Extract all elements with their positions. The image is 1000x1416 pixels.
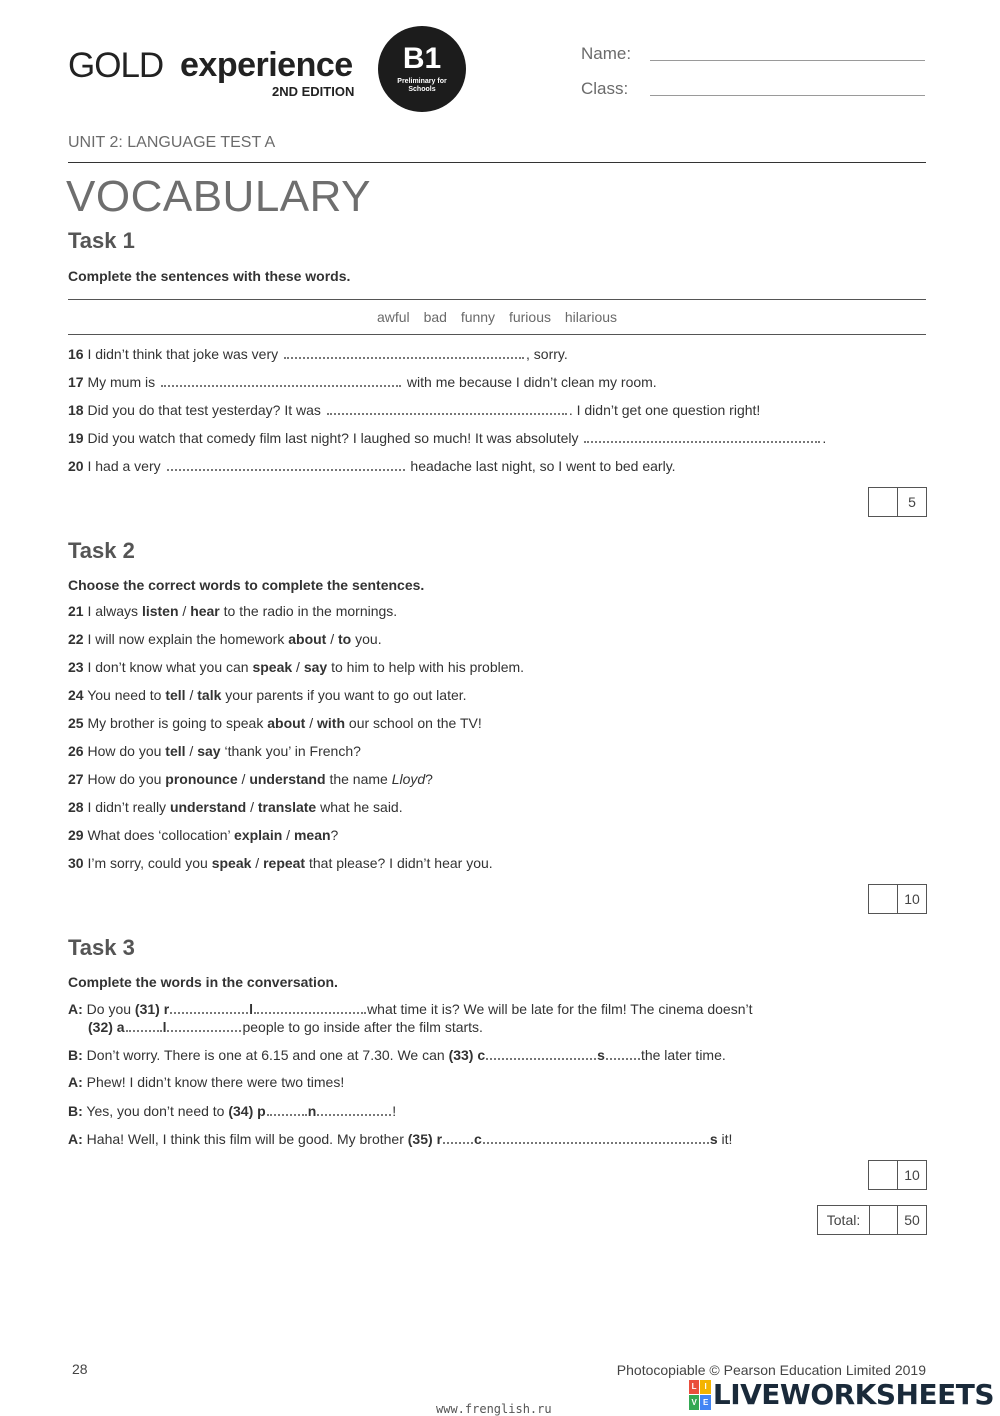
option-one[interactable]: understand — [169, 799, 247, 815]
sentence-text: that please? I didn’t hear you. — [309, 855, 493, 871]
task2-item-28: 28 I didn’t really understand / translate what he said. — [68, 799, 403, 815]
gap-number: (32) — [88, 1019, 113, 1035]
speaker-label: A: — [68, 1001, 83, 1017]
letter-blank-32a[interactable] — [126, 1018, 162, 1032]
answer-blank-17[interactable] — [161, 373, 401, 387]
task1-item-16 — [68, 345, 568, 362]
option-two[interactable]: say — [197, 743, 221, 759]
sentence-text: your parents if you want to go out later. — [225, 687, 467, 703]
letter-blank-33a[interactable] — [486, 1046, 596, 1060]
question-number: 28 — [68, 799, 84, 815]
option-one[interactable]: tell — [165, 743, 186, 759]
speaker-label: B: — [68, 1103, 83, 1119]
gap-letter: c — [474, 1131, 482, 1147]
sentence-text: How do you — [87, 771, 162, 787]
logo-gold-text: GOLD — [68, 46, 164, 85]
task2-item-21: 21 I always listen / hear to the radio in the mornings. — [68, 603, 398, 619]
question-number: 30 — [68, 855, 84, 871]
task2-item-29: 29 What does ‘collocation’ explain / mean? — [68, 827, 339, 843]
word-option: hilarious — [564, 309, 618, 325]
letter-blank-34b[interactable] — [317, 1102, 391, 1116]
task1-item-17 — [68, 373, 657, 390]
letter-blank-35a[interactable] — [443, 1130, 473, 1144]
dialogue-text: it! — [721, 1131, 733, 1147]
letter-blank-31b[interactable] — [254, 1000, 366, 1014]
letter-blank-33b[interactable] — [606, 1046, 640, 1060]
task2-score-box — [868, 884, 927, 914]
speaker-label: A: — [68, 1131, 83, 1147]
gap-number: (35) — [407, 1131, 433, 1147]
sentence-text: I don’t know what you can — [87, 659, 249, 675]
sentence-text: Did you do that test yesterday? It was — [87, 402, 321, 418]
question-number: 23 — [68, 659, 84, 675]
task1-item-19 — [68, 429, 826, 446]
task2-title: Task 2 — [68, 538, 135, 563]
option-two[interactable]: mean — [293, 827, 331, 843]
dialogue-text: ! — [392, 1103, 397, 1119]
question-number: 19 — [68, 430, 84, 446]
sentence-text: ? — [330, 827, 339, 843]
sentence-text: with me because I didn’t clean my room. — [406, 374, 657, 390]
option-one[interactable]: about — [288, 631, 327, 647]
sentence-text: . — [822, 430, 827, 446]
question-number: 16 — [68, 346, 84, 362]
total-max: 50 — [897, 1206, 926, 1234]
option-one[interactable]: listen — [141, 603, 179, 619]
section-title: VOCABULARY — [66, 172, 371, 221]
score-input[interactable] — [869, 885, 897, 913]
total-input[interactable] — [869, 1206, 897, 1234]
sentence-text: . I didn’t get one question right! — [568, 402, 761, 418]
word-option: funny — [460, 309, 496, 325]
question-number: 22 — [68, 631, 84, 647]
task2-item-27: 27 How do you pronounce / understand the name Lloyd? — [68, 771, 433, 787]
dialogue-line-1b — [88, 1018, 483, 1035]
badge-letter: E — [700, 1395, 711, 1410]
italic-name: Lloyd — [391, 771, 426, 787]
answer-blank-18[interactable] — [327, 401, 567, 415]
dialogue-text: the later time. — [640, 1047, 726, 1063]
dialogue-text: people to go inside after the film starts. — [242, 1019, 483, 1035]
gap-letter: n — [307, 1103, 317, 1119]
speaker-label: A: — [68, 1074, 83, 1090]
gap-letter: p — [257, 1103, 266, 1119]
answer-blank-20[interactable] — [167, 457, 405, 471]
gap-letter: a — [116, 1019, 125, 1035]
task2-item-23: 23 I don’t know what you can speak / say to him to help with his problem. — [68, 659, 525, 675]
sentence-text: You need to — [87, 687, 162, 703]
sentence-text: My mum is — [87, 374, 156, 390]
gap-letter: l — [162, 1019, 167, 1035]
option-one[interactable]: speak — [252, 659, 293, 675]
gap-number: (34) — [228, 1103, 254, 1119]
option-two[interactable]: talk — [197, 687, 222, 703]
dialogue-text: what time it is? We will be late for the film! The cinema doesn’t — [367, 1001, 753, 1017]
question-number: 20 — [68, 458, 84, 474]
class-field[interactable] — [650, 95, 925, 96]
score-input[interactable] — [869, 488, 897, 516]
sentence-text: headache last night, so I went to bed early. — [410, 458, 676, 474]
total-label: Total: — [826, 1212, 861, 1228]
sentence-text: to him to help with his problem. — [331, 659, 525, 675]
letter-blank-34a[interactable] — [267, 1102, 307, 1116]
gap-letter: c — [477, 1047, 486, 1063]
sentence-text: What does ‘collocation’ — [87, 827, 231, 843]
task1-title: Task 1 — [68, 228, 135, 253]
gap-letter: s — [597, 1047, 605, 1063]
option-one[interactable]: explain — [234, 827, 283, 843]
liveworksheets-logo — [689, 1378, 994, 1411]
dialogue-line-5 — [68, 1130, 732, 1147]
word-option: awful — [376, 309, 410, 325]
word-option: bad — [423, 309, 447, 325]
source-url: www.frenglish.ru — [436, 1402, 552, 1416]
answer-blank-16[interactable] — [284, 345, 524, 359]
task2-item-25: 25 My brother is going to speak about / with our school on the TV! — [68, 715, 482, 731]
logo-experience-text: experience — [180, 46, 353, 84]
sentence-text: I didn’t really — [87, 799, 167, 815]
dialogue-line-3 — [68, 1074, 344, 1090]
dialogue-text: Don’t worry. There is one at 6.15 and one at 7.30. We can — [86, 1047, 445, 1063]
logo-edition: 2ND EDITION — [272, 84, 355, 99]
sentence-text: , sorry. — [526, 346, 568, 362]
name-field[interactable] — [650, 60, 925, 61]
sentence-text: to the radio in the mornings. — [223, 603, 398, 619]
dialogue-text: Phew! I didn’t know there were two times! — [86, 1074, 345, 1090]
class-label: Class: — [581, 79, 629, 98]
question-number: 25 — [68, 715, 84, 731]
task3-instruction: Complete the words in the conversation. — [68, 974, 338, 990]
word-option: furious — [508, 309, 551, 325]
name-label: Name: — [581, 44, 632, 63]
option-two[interactable]: say — [303, 659, 328, 675]
dialogue-text: Yes, you don’t need to — [86, 1103, 225, 1119]
sentence-text: I will now explain the homework — [87, 631, 285, 647]
badge-letter: I — [700, 1380, 711, 1395]
level-badge-text: B1 — [402, 42, 442, 75]
question-number: 21 — [68, 603, 84, 619]
option-two[interactable]: translate — [257, 799, 317, 815]
letter-blank-31a[interactable] — [170, 1000, 248, 1014]
gap-letter: r — [436, 1131, 443, 1147]
speaker-label: B: — [68, 1047, 83, 1063]
sentence-end: ? — [425, 771, 433, 787]
badge-letter: L — [689, 1380, 700, 1395]
option-one[interactable]: tell — [165, 687, 186, 703]
sentence-text: How do you — [87, 743, 162, 759]
task2-item-22: 22 I will now explain the homework about / to you. — [68, 631, 382, 647]
score-input[interactable] — [869, 1161, 897, 1189]
score-max: 10 — [897, 1161, 926, 1189]
letter-blank-35b[interactable] — [483, 1130, 709, 1144]
dialogue-line-4 — [68, 1102, 396, 1119]
header-divider — [68, 162, 926, 163]
question-number: 18 — [68, 402, 84, 418]
sentence-text: Did you watch that comedy film last night? I laughed so much! It was absolutely — [87, 430, 579, 446]
level-badge-subtitle: Preliminary for Schools — [397, 78, 447, 93]
letter-blank-32b[interactable] — [167, 1018, 241, 1032]
question-number: 29 — [68, 827, 84, 843]
question-number: 24 — [68, 687, 84, 703]
score-max: 5 — [897, 488, 926, 516]
level-badge — [378, 26, 466, 112]
task2-item-26: 26 How do you tell / say ‘thank you’ in French? — [68, 743, 361, 759]
sentence-text: I had a very — [87, 458, 161, 474]
copyright-text: Photocopiable © Pearson Education Limited 2019 — [616, 1362, 926, 1378]
option-two[interactable]: repeat — [263, 855, 306, 871]
task1-instruction: Complete the sentences with these words. — [68, 268, 351, 284]
question-number: 17 — [68, 374, 84, 390]
task1-item-18 — [68, 401, 760, 418]
liveworksheets-icon — [689, 1380, 711, 1410]
sentence-text: ‘thank you’ in French? — [224, 743, 361, 759]
unit-label: UNIT 2: LANGUAGE TEST A — [68, 134, 276, 151]
question-number: 27 — [68, 771, 84, 787]
sentence-text: I didn’t think that joke was very — [87, 346, 279, 362]
gap-letter: s — [709, 1131, 718, 1147]
dialogue-line-2 — [68, 1046, 726, 1063]
task3-score-box — [868, 1160, 927, 1190]
dialogue-text: Do you — [86, 1001, 132, 1017]
gap-letter: r — [163, 1001, 170, 1017]
sentence-text: our school on the TV! — [348, 715, 482, 731]
option-one[interactable]: about — [267, 715, 306, 731]
task1-score-box — [868, 487, 927, 517]
option-one[interactable]: pronounce — [165, 771, 238, 787]
task2-item-30: 30 I’m sorry, could you speak / repeat that please? I didn’t hear you. — [68, 855, 493, 871]
sentence-text: the name — [329, 771, 388, 787]
liveworksheets-wordmark: LIVEWORKSHEETS — [712, 1378, 994, 1411]
task3-title: Task 3 — [68, 935, 135, 960]
task2-item-24: 24 You need to tell / talk your parents if you want to go out later. — [68, 687, 467, 703]
option-two[interactable]: hear — [190, 603, 220, 619]
sentence-text: what he said. — [320, 799, 403, 815]
page-number: 28 — [72, 1361, 88, 1377]
sentence-text: I’m sorry, could you — [87, 855, 208, 871]
task1-item-20 — [68, 457, 676, 474]
score-max: 10 — [897, 885, 926, 913]
badge-letter: V — [689, 1395, 700, 1410]
gap-number: (33) — [448, 1047, 474, 1063]
dialogue-line-1 — [68, 1000, 753, 1017]
option-two[interactable]: understand — [249, 771, 326, 787]
option-one[interactable]: speak — [211, 855, 252, 871]
question-number: 26 — [68, 743, 84, 759]
word-box — [68, 299, 926, 335]
gap-number: (31) — [134, 1001, 160, 1017]
answer-blank-19[interactable] — [584, 429, 820, 443]
sentence-text: you. — [355, 631, 382, 647]
option-two[interactable]: with — [317, 715, 346, 731]
option-two[interactable]: to — [338, 631, 352, 647]
gap-letter: l — [249, 1001, 254, 1017]
task2-instruction: Choose the correct words to complete the sentences. — [68, 577, 425, 593]
sentence-text: My brother is going to speak — [87, 715, 264, 731]
total-score-box — [817, 1205, 927, 1235]
sentence-text: I always — [87, 603, 139, 619]
dialogue-text: Haha! Well, I think this film will be good. My brother — [86, 1131, 404, 1147]
